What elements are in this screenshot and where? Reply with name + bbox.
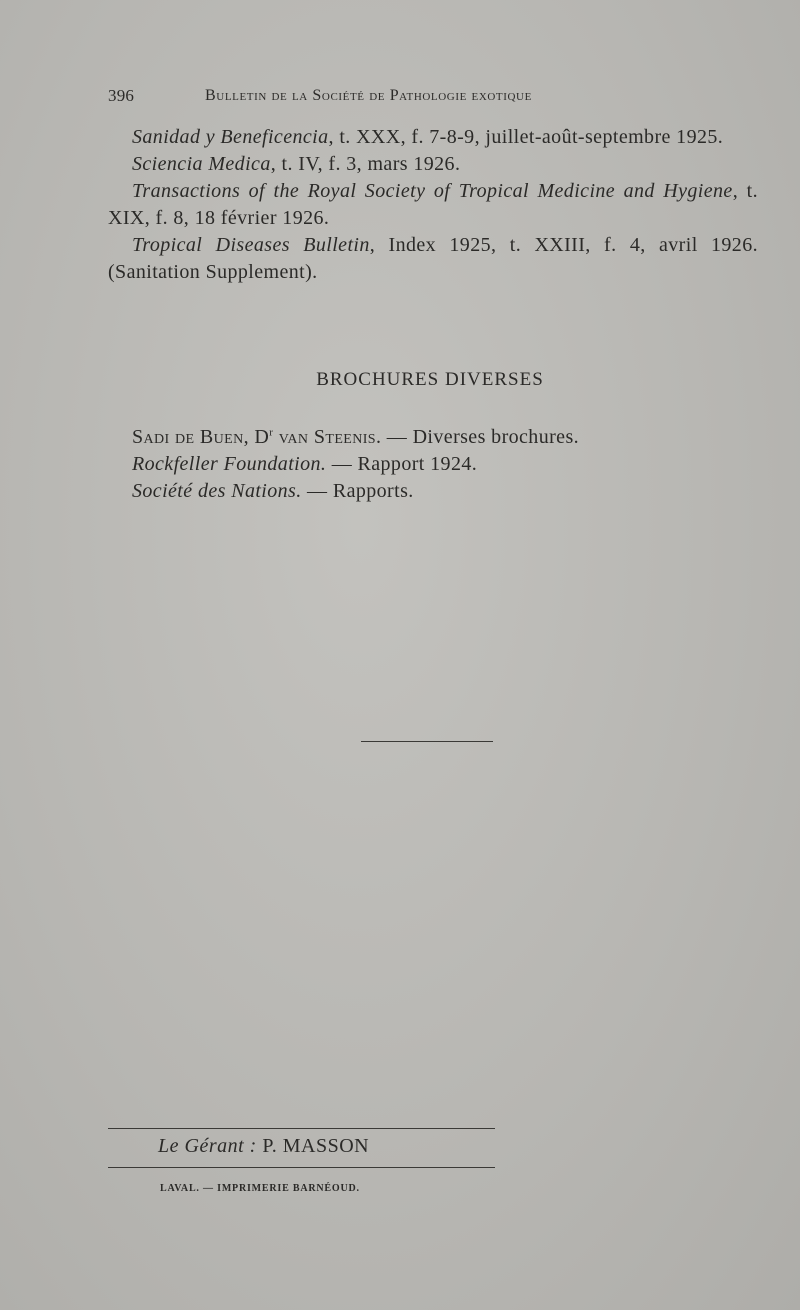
periodical-details: , t. XIX, f. 8, 18 février 1926. bbox=[108, 180, 758, 229]
list-item bbox=[108, 424, 758, 451]
footer-rule-top bbox=[108, 1128, 495, 1129]
footer-rule-bottom bbox=[108, 1167, 495, 1168]
brochure-details: — Rapports. bbox=[301, 480, 414, 502]
periodical-title: Transactions of the Royal Society of Tropical Medicine and Hygiene bbox=[132, 180, 733, 202]
author-names: Sadi de Buen, bbox=[132, 426, 249, 448]
periodicals-list bbox=[108, 124, 758, 286]
periodical-details: , Index 1925, t. XXIII, f. 4, avril 1926. (Sanitation Supplement). bbox=[108, 234, 758, 283]
brochure-details: — Diverses brochures. bbox=[381, 426, 580, 448]
gerant-line bbox=[158, 1135, 369, 1158]
page-number: 396 bbox=[108, 86, 135, 105]
list-item bbox=[108, 124, 758, 151]
list-item bbox=[108, 232, 758, 286]
list-item bbox=[108, 478, 758, 505]
brochure-details: — Rapport 1924. bbox=[326, 453, 478, 475]
author-title-superscript: r bbox=[269, 426, 274, 439]
printer-imprint: LAVAL. — IMPRIMERIE BARNÉOUD. bbox=[160, 1183, 360, 1194]
author-names: van Steenis. bbox=[273, 426, 382, 448]
list-item bbox=[108, 178, 758, 232]
list-item bbox=[108, 451, 758, 478]
periodical-title: Sciencia Medica bbox=[132, 153, 271, 175]
running-head: Bulletin de la Société de Pathologie exotique bbox=[205, 87, 532, 104]
gerant-label: Le Gérant : bbox=[158, 1135, 257, 1157]
periodical-details: , t. IV, f. 3, mars 1926. bbox=[270, 153, 461, 175]
brochures-list bbox=[108, 424, 758, 505]
periodical-details: , t. XXX, f. 7-8-9, juillet-août-septembre 1925. bbox=[328, 126, 724, 148]
author-title: D bbox=[248, 426, 270, 448]
section-divider bbox=[361, 741, 493, 742]
gerant-name: P. MASSON bbox=[256, 1135, 370, 1157]
section-title: BROCHURES DIVERSES bbox=[316, 369, 544, 390]
periodical-title: Sanidad y Beneficencia bbox=[132, 126, 329, 148]
brochure-title: Société des Nations. bbox=[132, 480, 302, 502]
page-header bbox=[108, 86, 668, 112]
periodical-title: Tropical Diseases Bulletin bbox=[132, 234, 370, 256]
list-item bbox=[108, 151, 758, 178]
brochure-title: Rockfeller Foundation. bbox=[132, 453, 327, 475]
